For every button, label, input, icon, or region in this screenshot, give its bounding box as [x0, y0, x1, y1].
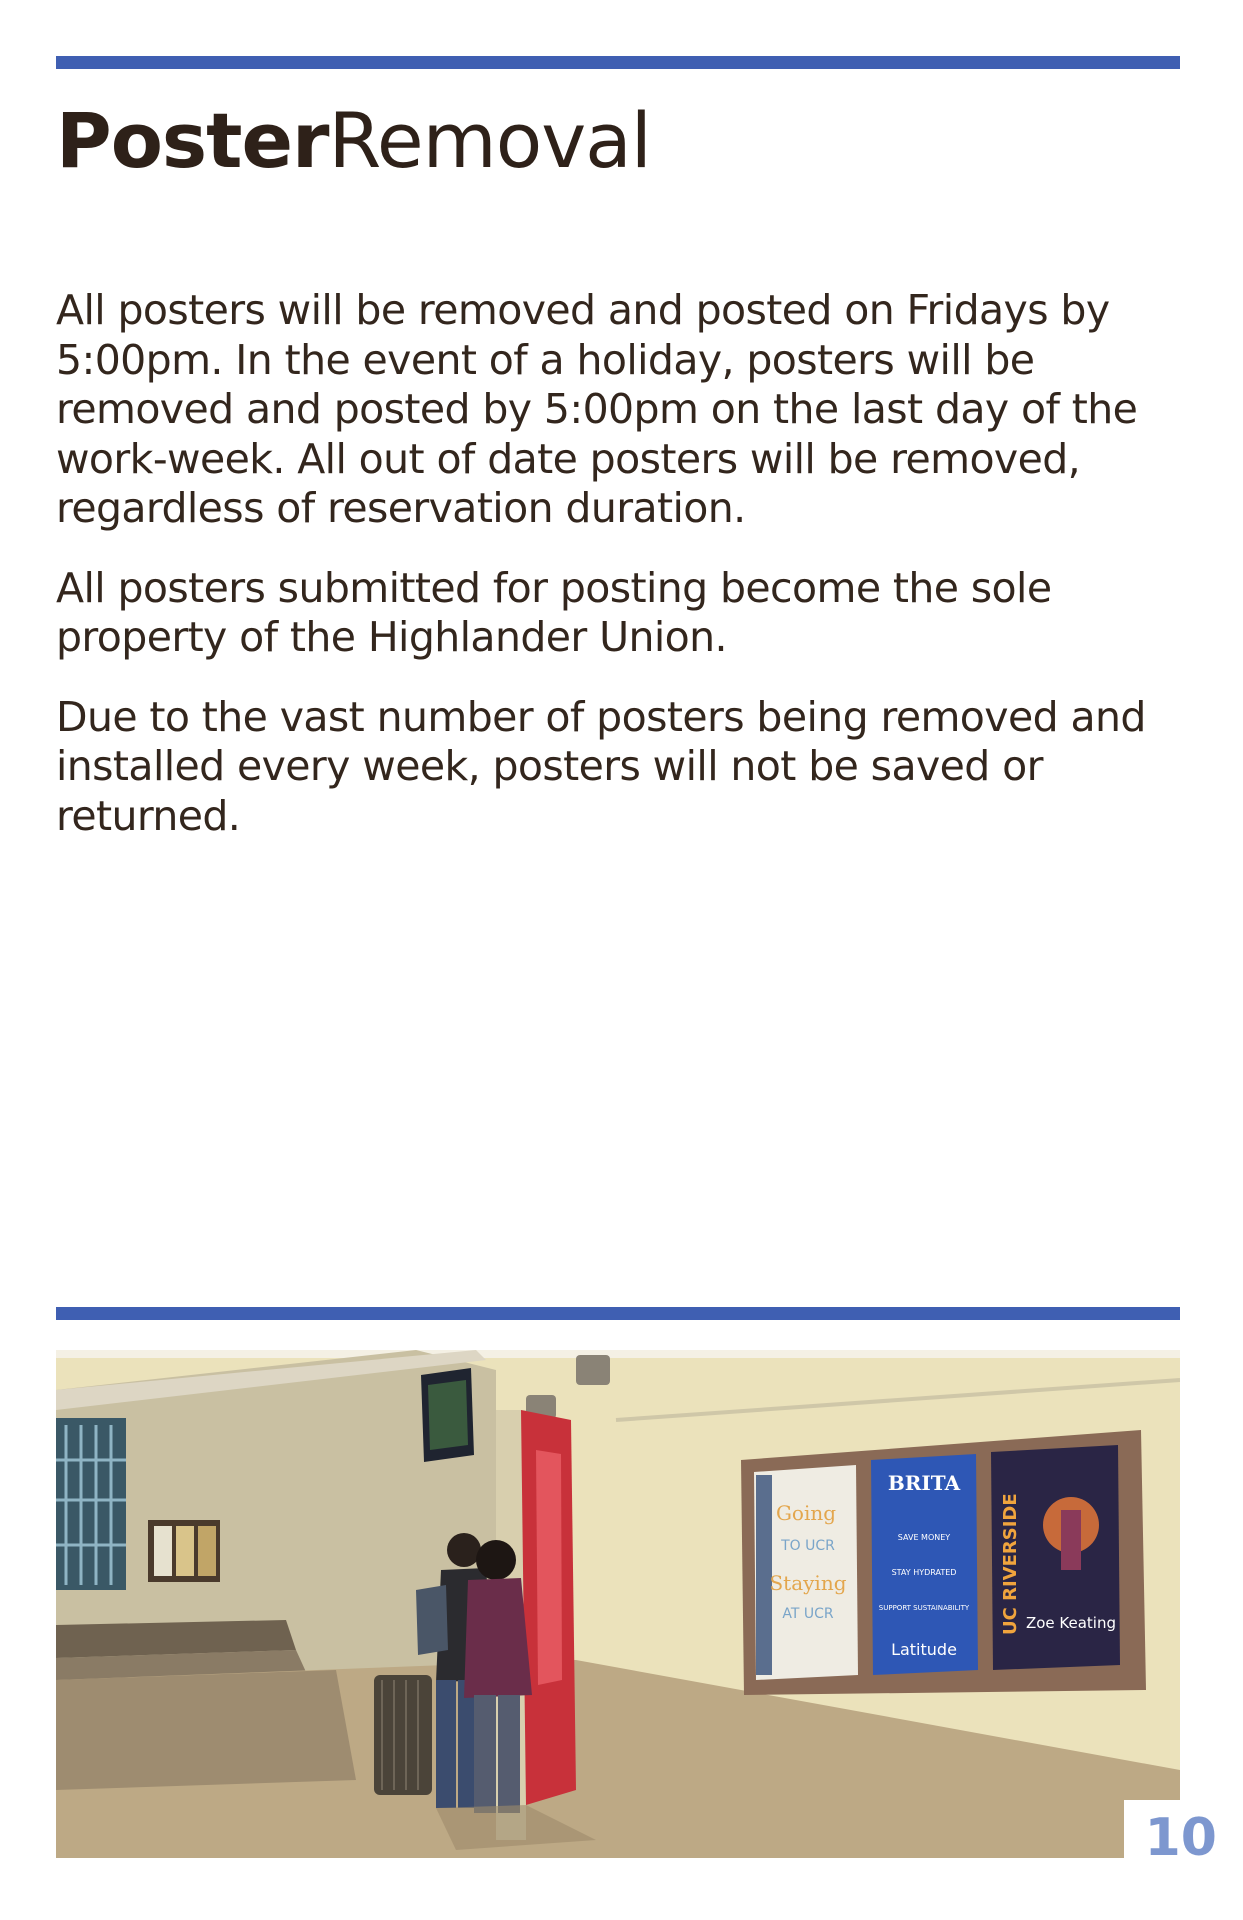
- paragraph-removal-schedule: All posters will be removed and posted on Fridays by 5:00pm. In the event of a holiday, posters will be removed and posted by 5:00pm on the last day of the work-week. All out of date posters will be removed, regardless of reservation duration.: [56, 286, 1138, 532]
- poster-wall-photo: [56, 1350, 1180, 1858]
- page-number: 10: [1144, 1808, 1217, 1868]
- poster-text-at-ucr: AT UCR: [782, 1606, 834, 1622]
- poster-text-to-ucr: TO UCR: [781, 1538, 835, 1554]
- poster-text-latitude: Latitude: [891, 1640, 957, 1659]
- poster-text-save-money: SAVE MONEY: [897, 1533, 951, 1542]
- poster-text-zoe-keating: Zoe Keating: [1025, 1614, 1117, 1632]
- page-title: [56, 96, 651, 185]
- page-title-bold: Poster: [56, 96, 329, 185]
- paragraph-not-returned: Due to the vast number of posters being removed and installed every week, posters will not be saved or returned.: [56, 692, 1146, 840]
- paragraph-property: All posters submitted for posting become the sole property of the Highlander Union.: [56, 563, 1052, 661]
- poster-text-staying: Staying: [769, 1571, 847, 1595]
- poster-text-support-sustainability: SUPPORT SUSTAINABILITY: [878, 1604, 970, 1612]
- body-text: [56, 286, 1186, 871]
- poster-text-uc-riverside: UC RIVERSIDE: [1000, 1493, 1021, 1635]
- bottom-accent-rule: [56, 1307, 1180, 1320]
- poster-text-stay-hydrated: STAY HYDRATED: [891, 1568, 957, 1577]
- page-title-regular: Removal: [328, 96, 651, 185]
- poster-text-brita: BRITA: [887, 1471, 961, 1495]
- top-accent-rule: [56, 56, 1180, 69]
- poster-text-going: Going: [775, 1501, 837, 1525]
